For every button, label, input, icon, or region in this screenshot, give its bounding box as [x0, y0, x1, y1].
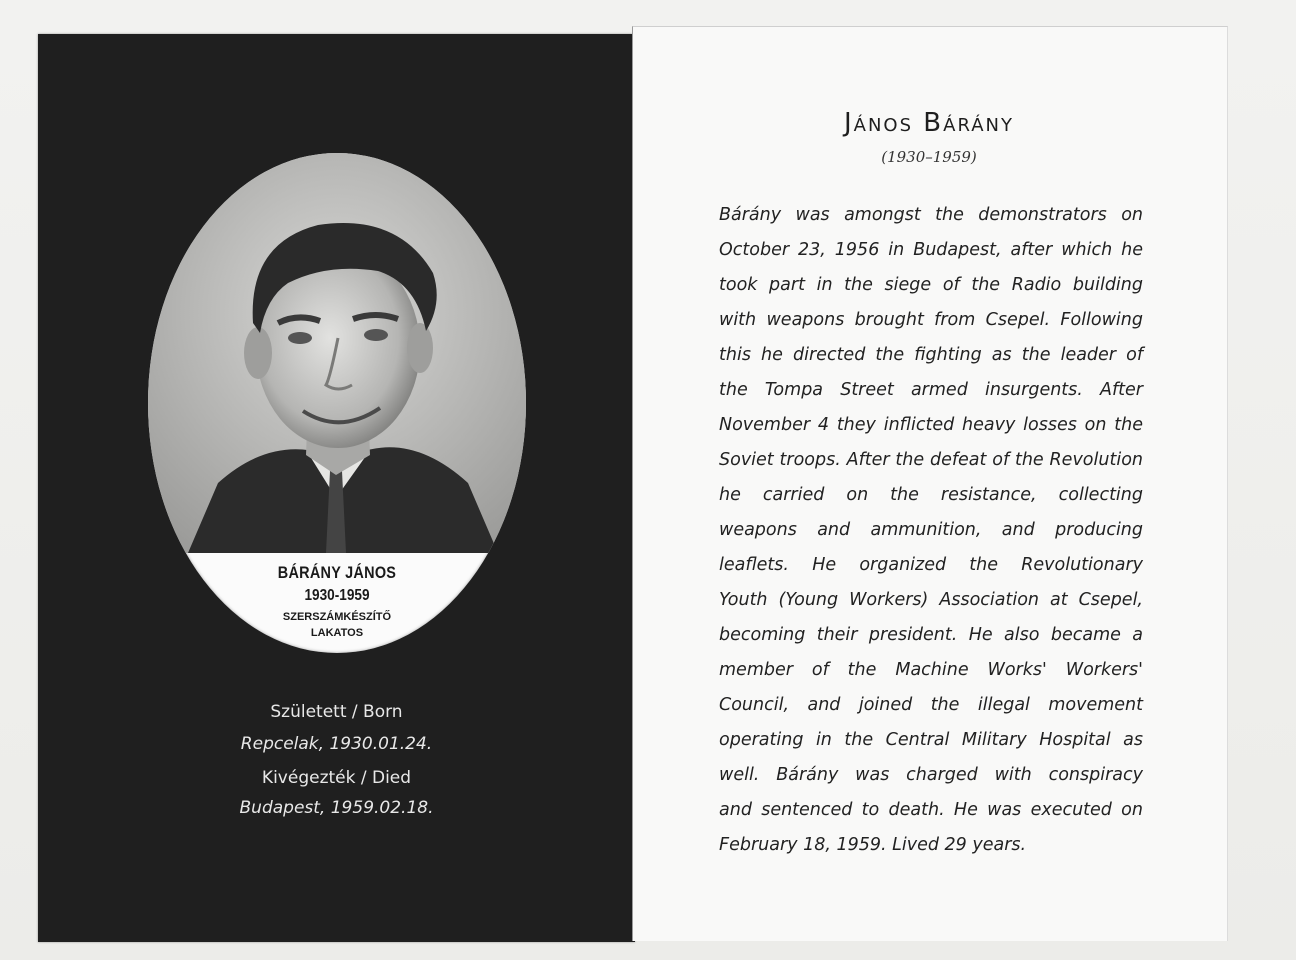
bio-line-last: February 18, 1959. Lived 29 years.: [719, 835, 1027, 855]
bio-text: [719, 198, 1143, 863]
bio-line: becoming their president. He also became a: [719, 625, 1143, 645]
bio-line: Council, and joined the illegal movement: [719, 695, 1143, 715]
bio-line: he carried on the resistance, collecting: [719, 485, 1143, 505]
portrait-caption-years: 1930-1959: [304, 587, 370, 604]
bio-line: with weapons brought from Csepel. Following: [719, 310, 1143, 330]
bio-line: weapons and ammunition, and producing: [719, 520, 1143, 540]
portrait-caption-occupation: SZERSZÁMKÉSZÍTŐ: [282, 611, 392, 623]
portrait-photo: [148, 153, 526, 553]
died-value: Budapest, 1959.02.18.: [239, 798, 434, 818]
bio-line: Soviet troops. After the defeat of the Revolution: [719, 450, 1143, 470]
bio-line: Youth (Young Workers) Association at Csepel,: [719, 590, 1143, 610]
bio-line: this he directed the fighting as the leader of: [719, 345, 1143, 365]
died-label: Kivégezték / Died: [261, 768, 412, 788]
bio-line: the Tompa Street armed insurgents. After: [719, 380, 1143, 400]
bio-years: (1930–1959): [881, 148, 977, 166]
portrait-oval: [148, 153, 526, 653]
bio-line: member of the Machine Works' Workers': [719, 660, 1143, 680]
bio-line: took part in the siege of the Radio building: [719, 275, 1143, 295]
portrait-caption-occupation-2: LAKATOS: [310, 627, 364, 639]
portrait-caption-name: BÁRÁNY JÁNOS: [277, 563, 397, 582]
born-label: Született / Born: [270, 702, 403, 722]
bio-line: well. Bárány was charged with conspiracy: [719, 765, 1143, 785]
bio-line: operating in the Central Military Hospital as: [719, 730, 1143, 750]
bio-line: Bárány was amongst the demonstrators on: [719, 205, 1143, 225]
born-value: Repcelak, 1930.01.24.: [240, 734, 433, 754]
bio-title: János Bárány: [843, 108, 1014, 138]
bio-line: October 23, 1956 in Budapest, after which he: [719, 240, 1143, 260]
bio-line: November 4 they inflicted heavy losses on the: [719, 415, 1143, 435]
bio-line: leaflets. He organized the Revolutionary: [719, 555, 1143, 575]
bio-line: and sentenced to death. He was executed on: [719, 800, 1143, 820]
